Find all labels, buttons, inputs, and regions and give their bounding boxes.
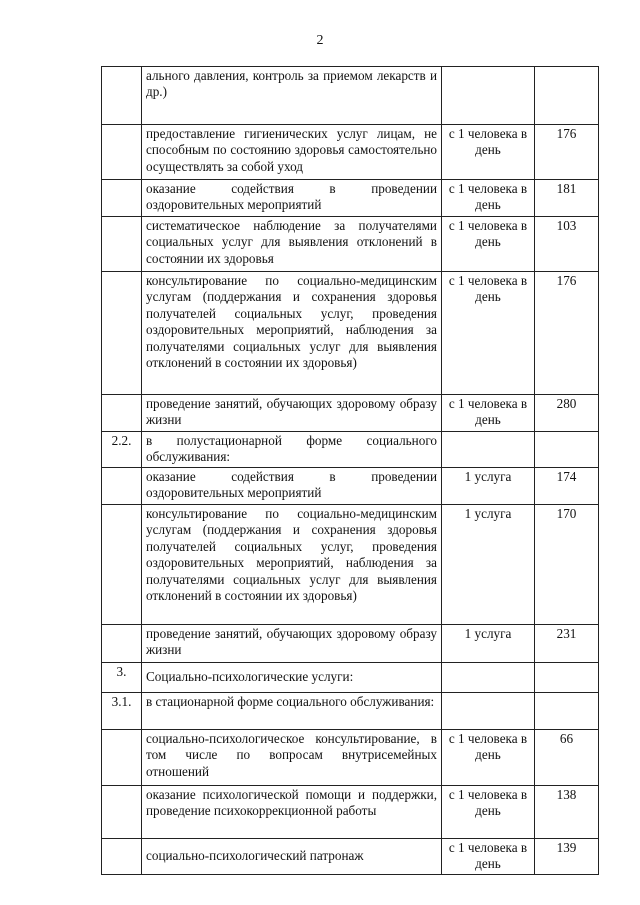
tariff-value [535,432,599,468]
service-description: оказание содействия в проведении оздоровительных мероприятий [142,180,442,217]
service-description: оказание содействия в проведении оздоровительных мероприятий [142,468,442,505]
tariff-value: 103 [535,217,599,272]
table-row [102,217,599,272]
row-number [102,505,142,625]
unit-cell: с 1 человека в день [442,180,535,217]
unit-cell: с 1 человека в день [442,217,535,272]
service-description: систематическое наблюдение за получателями социальных услуг для выявления отклонений в состоянии их здоровья [142,217,442,272]
unit-cell: с 1 человека в день [442,786,535,839]
table-row [102,625,599,663]
row-number [102,730,142,786]
section-row [102,663,599,693]
row-number [102,468,142,505]
tariff-value: 176 [535,125,599,180]
service-description: консультирование по социально-медицинским услугам (поддержания и сохранения здоровья получателей социальных услуг, проведения оздоровительных мероприятий, наблюдения за получателями социальных услуг для выявления отклонений в состоянии их здоровья) [142,272,442,395]
section-heading: Социально-психологические услуги: [142,663,442,693]
row-number [102,786,142,839]
table-row [102,505,599,625]
unit-cell [442,432,535,468]
row-number [102,625,142,663]
service-description: предоставление гигиенических услуг лицам, не способным по состоянию здоровья самостоятельно осуществлять за собой уход [142,125,442,180]
unit-cell: 1 услуга [442,468,535,505]
tariff-value: 231 [535,625,599,663]
service-description: ального давления, контроль за приемом лекарств и др.) [142,67,442,125]
services-table [101,66,599,875]
table-row [102,180,599,217]
table-row [102,786,599,839]
table-row [102,730,599,786]
service-description: социально-психологическое консультирование, в том числе по вопросам внутрисемейных отношений [142,730,442,786]
section-row [102,693,599,730]
tariff-value: 174 [535,468,599,505]
section-number: 3.1. [102,693,142,730]
table-row [102,839,599,875]
tariff-value: 138 [535,786,599,839]
section-number: 3. [102,663,142,693]
table-row [102,125,599,180]
section-number: 2.2. [102,432,142,468]
table-row [102,395,599,432]
unit-cell: с 1 человека в день [442,272,535,395]
table-row [102,67,599,125]
section-heading: в полустационарной форме социального обслуживания: [142,432,442,468]
service-description: проведение занятий, обучающих здоровому образу жизни [142,625,442,663]
service-description: оказание психологической помощи и поддержки, проведение психокоррекционной работы [142,786,442,839]
unit-cell: с 1 человека в день [442,125,535,180]
tariff-value [535,663,599,693]
unit-cell: с 1 человека в день [442,730,535,786]
unit-cell [442,693,535,730]
unit-cell: с 1 человека в день [442,839,535,875]
tariff-value: 181 [535,180,599,217]
tariff-value [535,67,599,125]
service-description: социально-психологический патронаж [142,839,442,875]
row-number [102,67,142,125]
unit-cell [442,663,535,693]
tariff-value: 280 [535,395,599,432]
service-description: проведение занятий, обучающих здоровому образу жизни [142,395,442,432]
tariff-value: 170 [535,505,599,625]
page-number: 2 [316,33,324,48]
section-row [102,432,599,468]
service-description: консультирование по социально-медицинским услугам (поддержания и сохранения здоровья получателей социальных услуг, проведения оздоровительных мероприятий, наблюдения за получателями социальных услуг для выявления отклонений в состоянии их здоровья) [142,505,442,625]
unit-cell [442,67,535,125]
tariff-value: 176 [535,272,599,395]
unit-cell: 1 услуга [442,505,535,625]
row-number [102,272,142,395]
tariff-value: 139 [535,839,599,875]
unit-cell: с 1 человека в день [442,395,535,432]
row-number [102,217,142,272]
unit-cell: 1 услуга [442,625,535,663]
table-row [102,468,599,505]
table-row [102,272,599,395]
tariff-value [535,693,599,730]
section-heading: в стационарной форме социального обслуживания: [142,693,442,730]
row-number [102,180,142,217]
row-number [102,395,142,432]
row-number [102,839,142,875]
tariff-value: 66 [535,730,599,786]
row-number [102,125,142,180]
